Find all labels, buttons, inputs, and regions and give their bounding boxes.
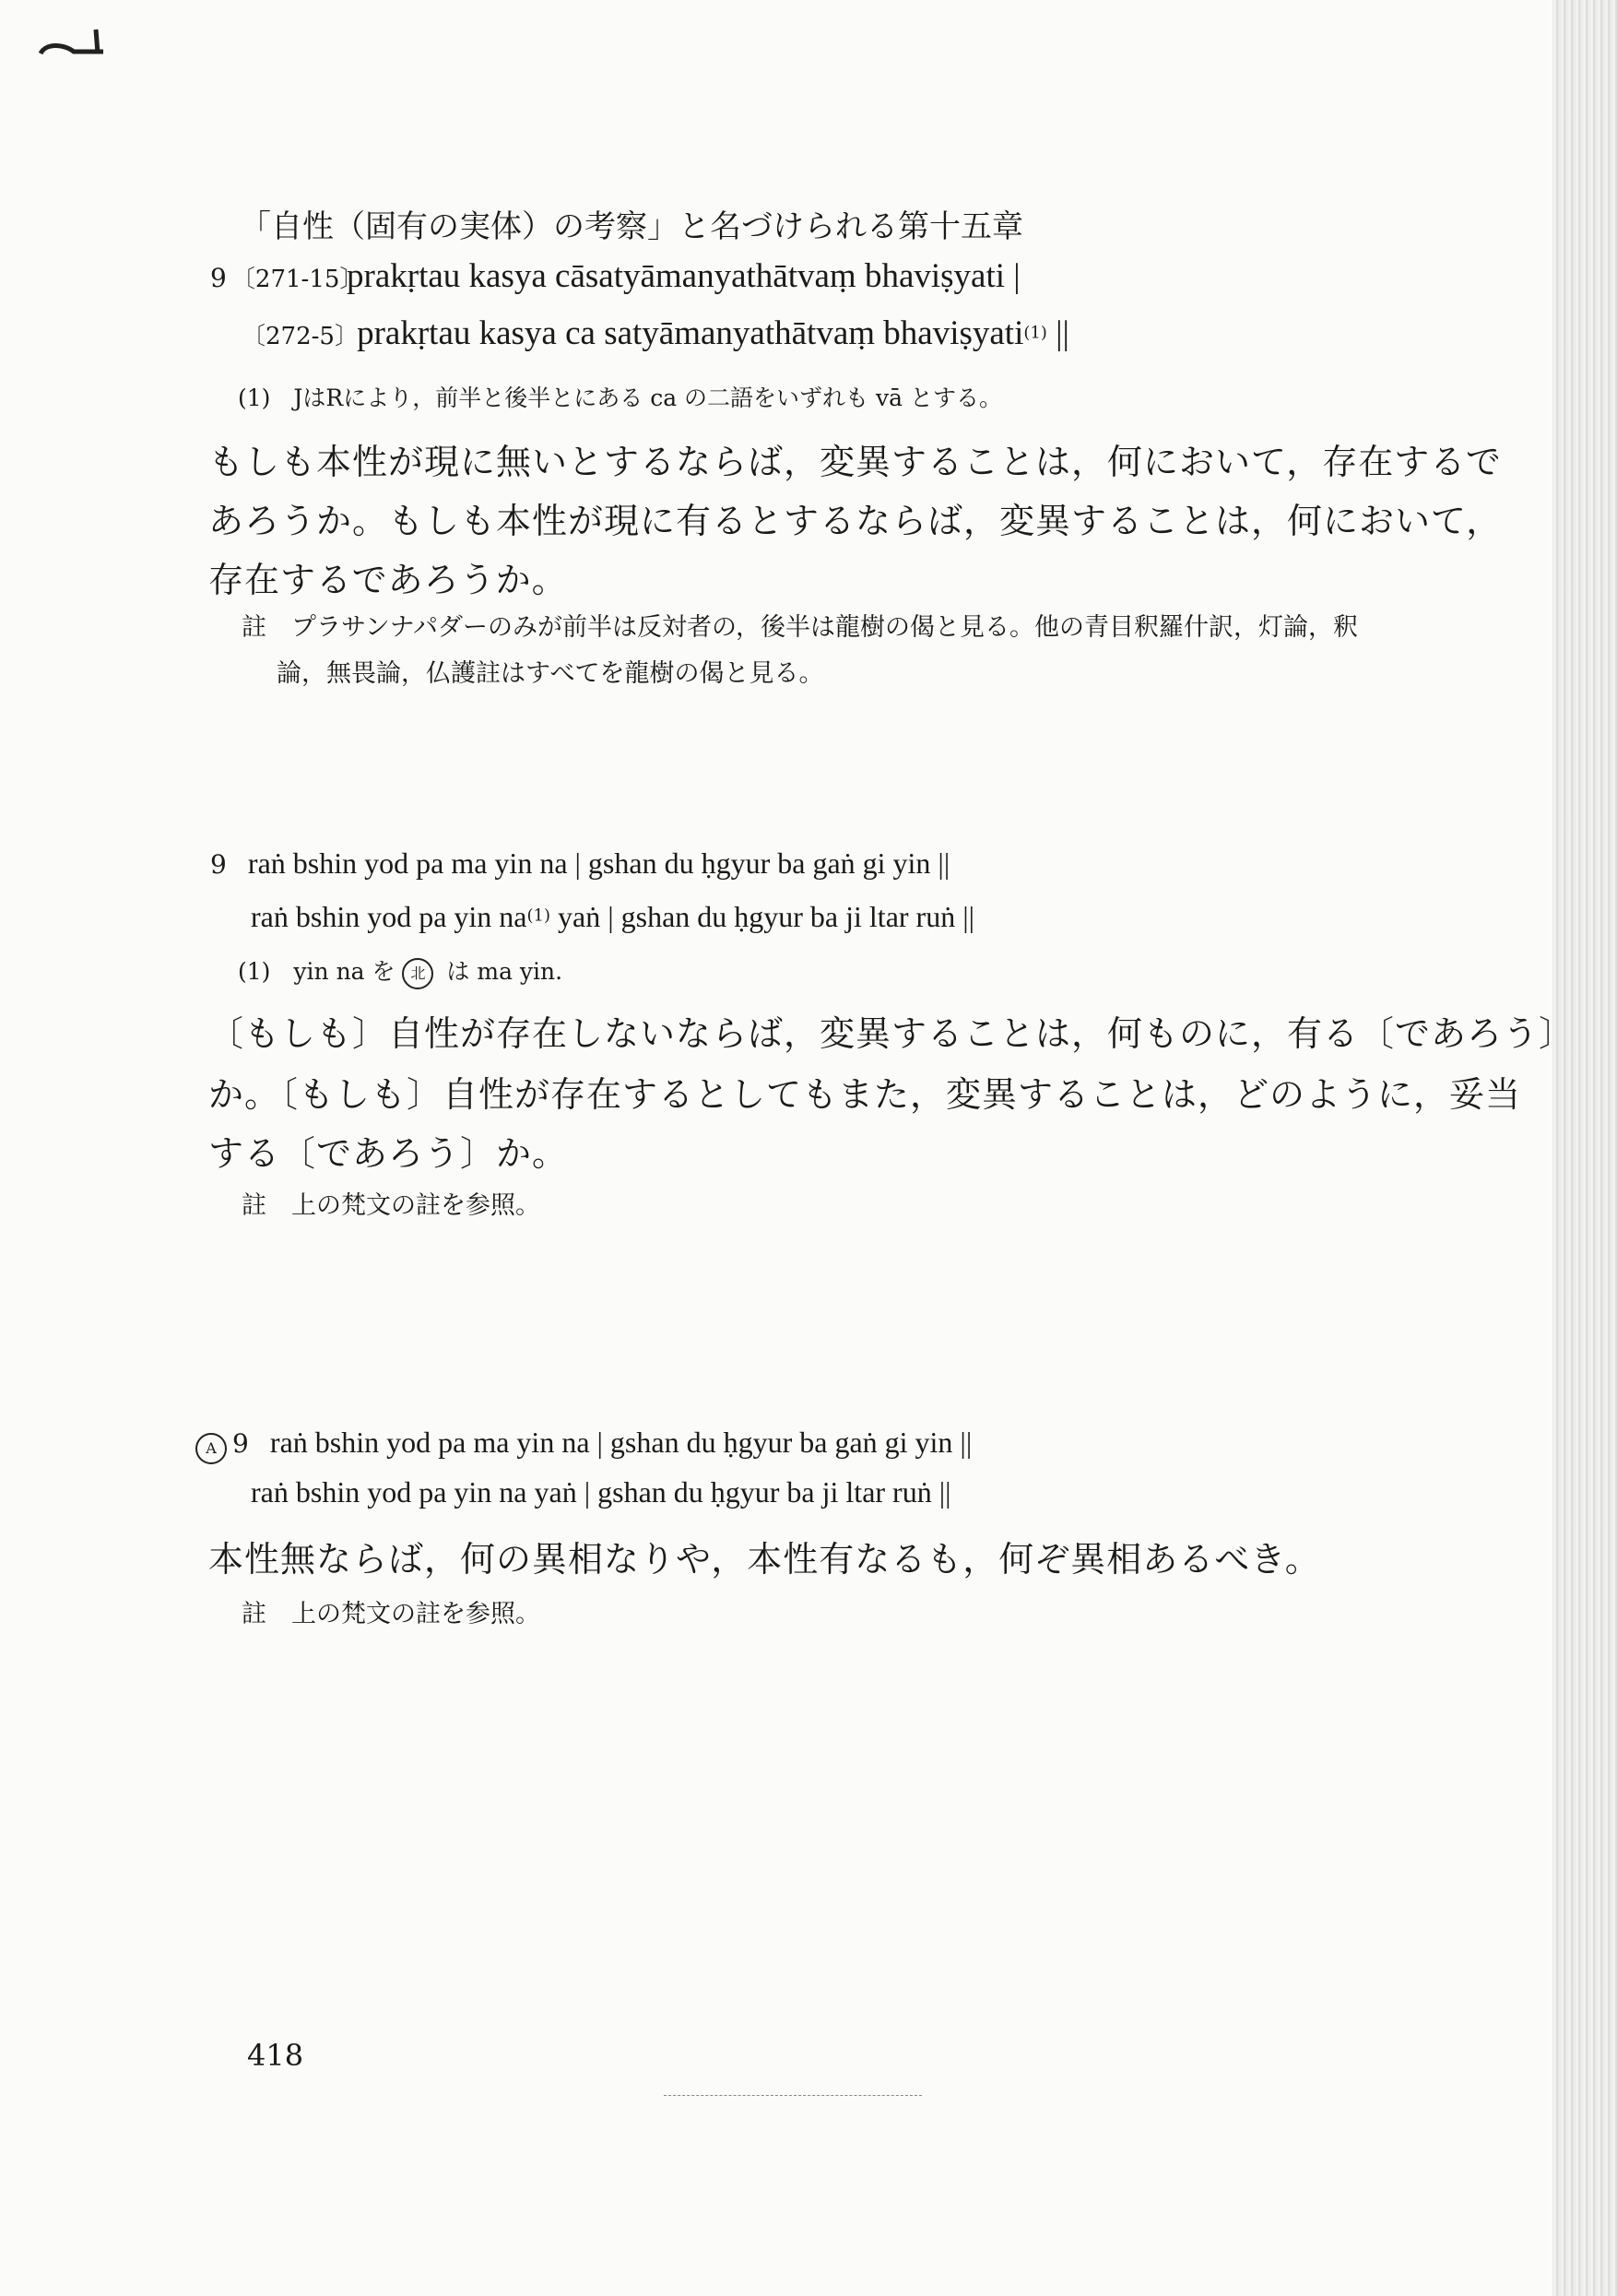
page-ref: 〔272-5〕 xyxy=(242,323,359,350)
sanskrit-note-1: 註 プラサンナパダーのみが前半は反対者の，後半は龍樹の偈と見る。他の青目釈羅什訳，灯論，釈 xyxy=(242,613,1358,642)
chinese-tibetan-text: raṅ bshin yod pa yin na yaṅ | gshan du ḥgyur ba ji ltar ruṅ || xyxy=(251,1475,951,1509)
tibetan-note: 註 上の梵文の註を参照。 xyxy=(242,1191,540,1220)
chinese-line-2 xyxy=(251,1475,951,1509)
footnote-marker: (1) xyxy=(1023,323,1047,343)
circled-kita-mark: 北 xyxy=(402,958,433,989)
chinese-translation: 本性無ならば，何の異相なりや，本性有なるも，何ぞ異相あるべき。 xyxy=(208,1539,1321,1580)
tibetan-translation-1: 〔もしも〕自性が存在しないならば，変異することは，何ものに，有る〔であろう〕 xyxy=(208,1013,1576,1054)
scan-edge xyxy=(1552,0,1617,2296)
tibetan-footnote xyxy=(238,953,562,989)
sanskrit-translation-2: あろうか。もしも本性が現に有るとするならば，変異することは，何において， xyxy=(208,501,1503,541)
tibetan-translation-2: か。〔もしも〕自性が存在するとしてもまた，変異することは，どのように，妥当 xyxy=(208,1074,1522,1115)
verse-number: 9 xyxy=(210,849,227,880)
verse-number: 9 xyxy=(210,263,227,293)
page-number: 418 xyxy=(247,2038,304,2073)
chapter-heading: 「自性（固有の実体）の考察」と名づけられる第十五章 xyxy=(240,208,1023,245)
tibetan-translation-3: する〔であろう〕か。 xyxy=(208,1133,569,1174)
verse-number: 9 xyxy=(232,1428,249,1459)
sanskrit-line-1 xyxy=(210,256,1021,296)
circled-marker: A xyxy=(195,1433,227,1464)
tibetan-text: raṅ bshin yod pa yin na xyxy=(251,900,527,933)
chinese-note: 註 上の梵文の註を参照。 xyxy=(242,1600,540,1628)
sanskrit-translation-3: 存在するであろうか。 xyxy=(208,560,568,600)
tibetan-line-1 xyxy=(210,846,950,881)
sanskrit-translation-1: もしも本性が現に無いとするならば，変異することは，何において，存在するで xyxy=(208,442,1502,482)
sanskrit-text: prakṛtau kasya ca satyāmanyathātvaṃ bhaviṣyati xyxy=(357,314,1024,352)
page-ref: 〔271-15〕 xyxy=(230,266,364,293)
chinese-tibetan-text: raṅ bshin yod pa ma yin na | gshan du ḥgyur ba gaṅ gi yin || xyxy=(269,1426,973,1459)
tibetan-text: raṅ bshin yod pa ma yin na | gshan du ḥgyur ba gaṅ gi yin || xyxy=(247,846,950,880)
sanskrit-text: prakṛtau kasya cāsatyāmanyathātvaṃ bhaviṣyati | xyxy=(347,257,1021,295)
tibetan-text-end: yaṅ | gshan du ḥgyur ba ji ltar ruṅ || xyxy=(550,900,975,933)
sanskrit-text-end: || xyxy=(1046,314,1069,352)
scan-dash-artifact xyxy=(664,2095,922,2096)
footnote-text-end: は ma yin. xyxy=(439,958,563,985)
footnote-marker: (1) xyxy=(526,905,550,926)
sanskrit-line-2 xyxy=(242,314,1069,353)
tibetan-line-2 xyxy=(251,900,974,934)
footnote-text: (1) yin na を xyxy=(238,958,403,985)
sanskrit-footnote: (1) JはRにより，前半と後半とにある ca の二語をいずれも vā とする。 xyxy=(238,385,1002,411)
sanskrit-note-2: 論，無畏論，仏護註はすべてを龍樹の偈と見る。 xyxy=(277,659,824,688)
corner-mark xyxy=(37,26,111,63)
chinese-line-1 xyxy=(195,1426,972,1464)
